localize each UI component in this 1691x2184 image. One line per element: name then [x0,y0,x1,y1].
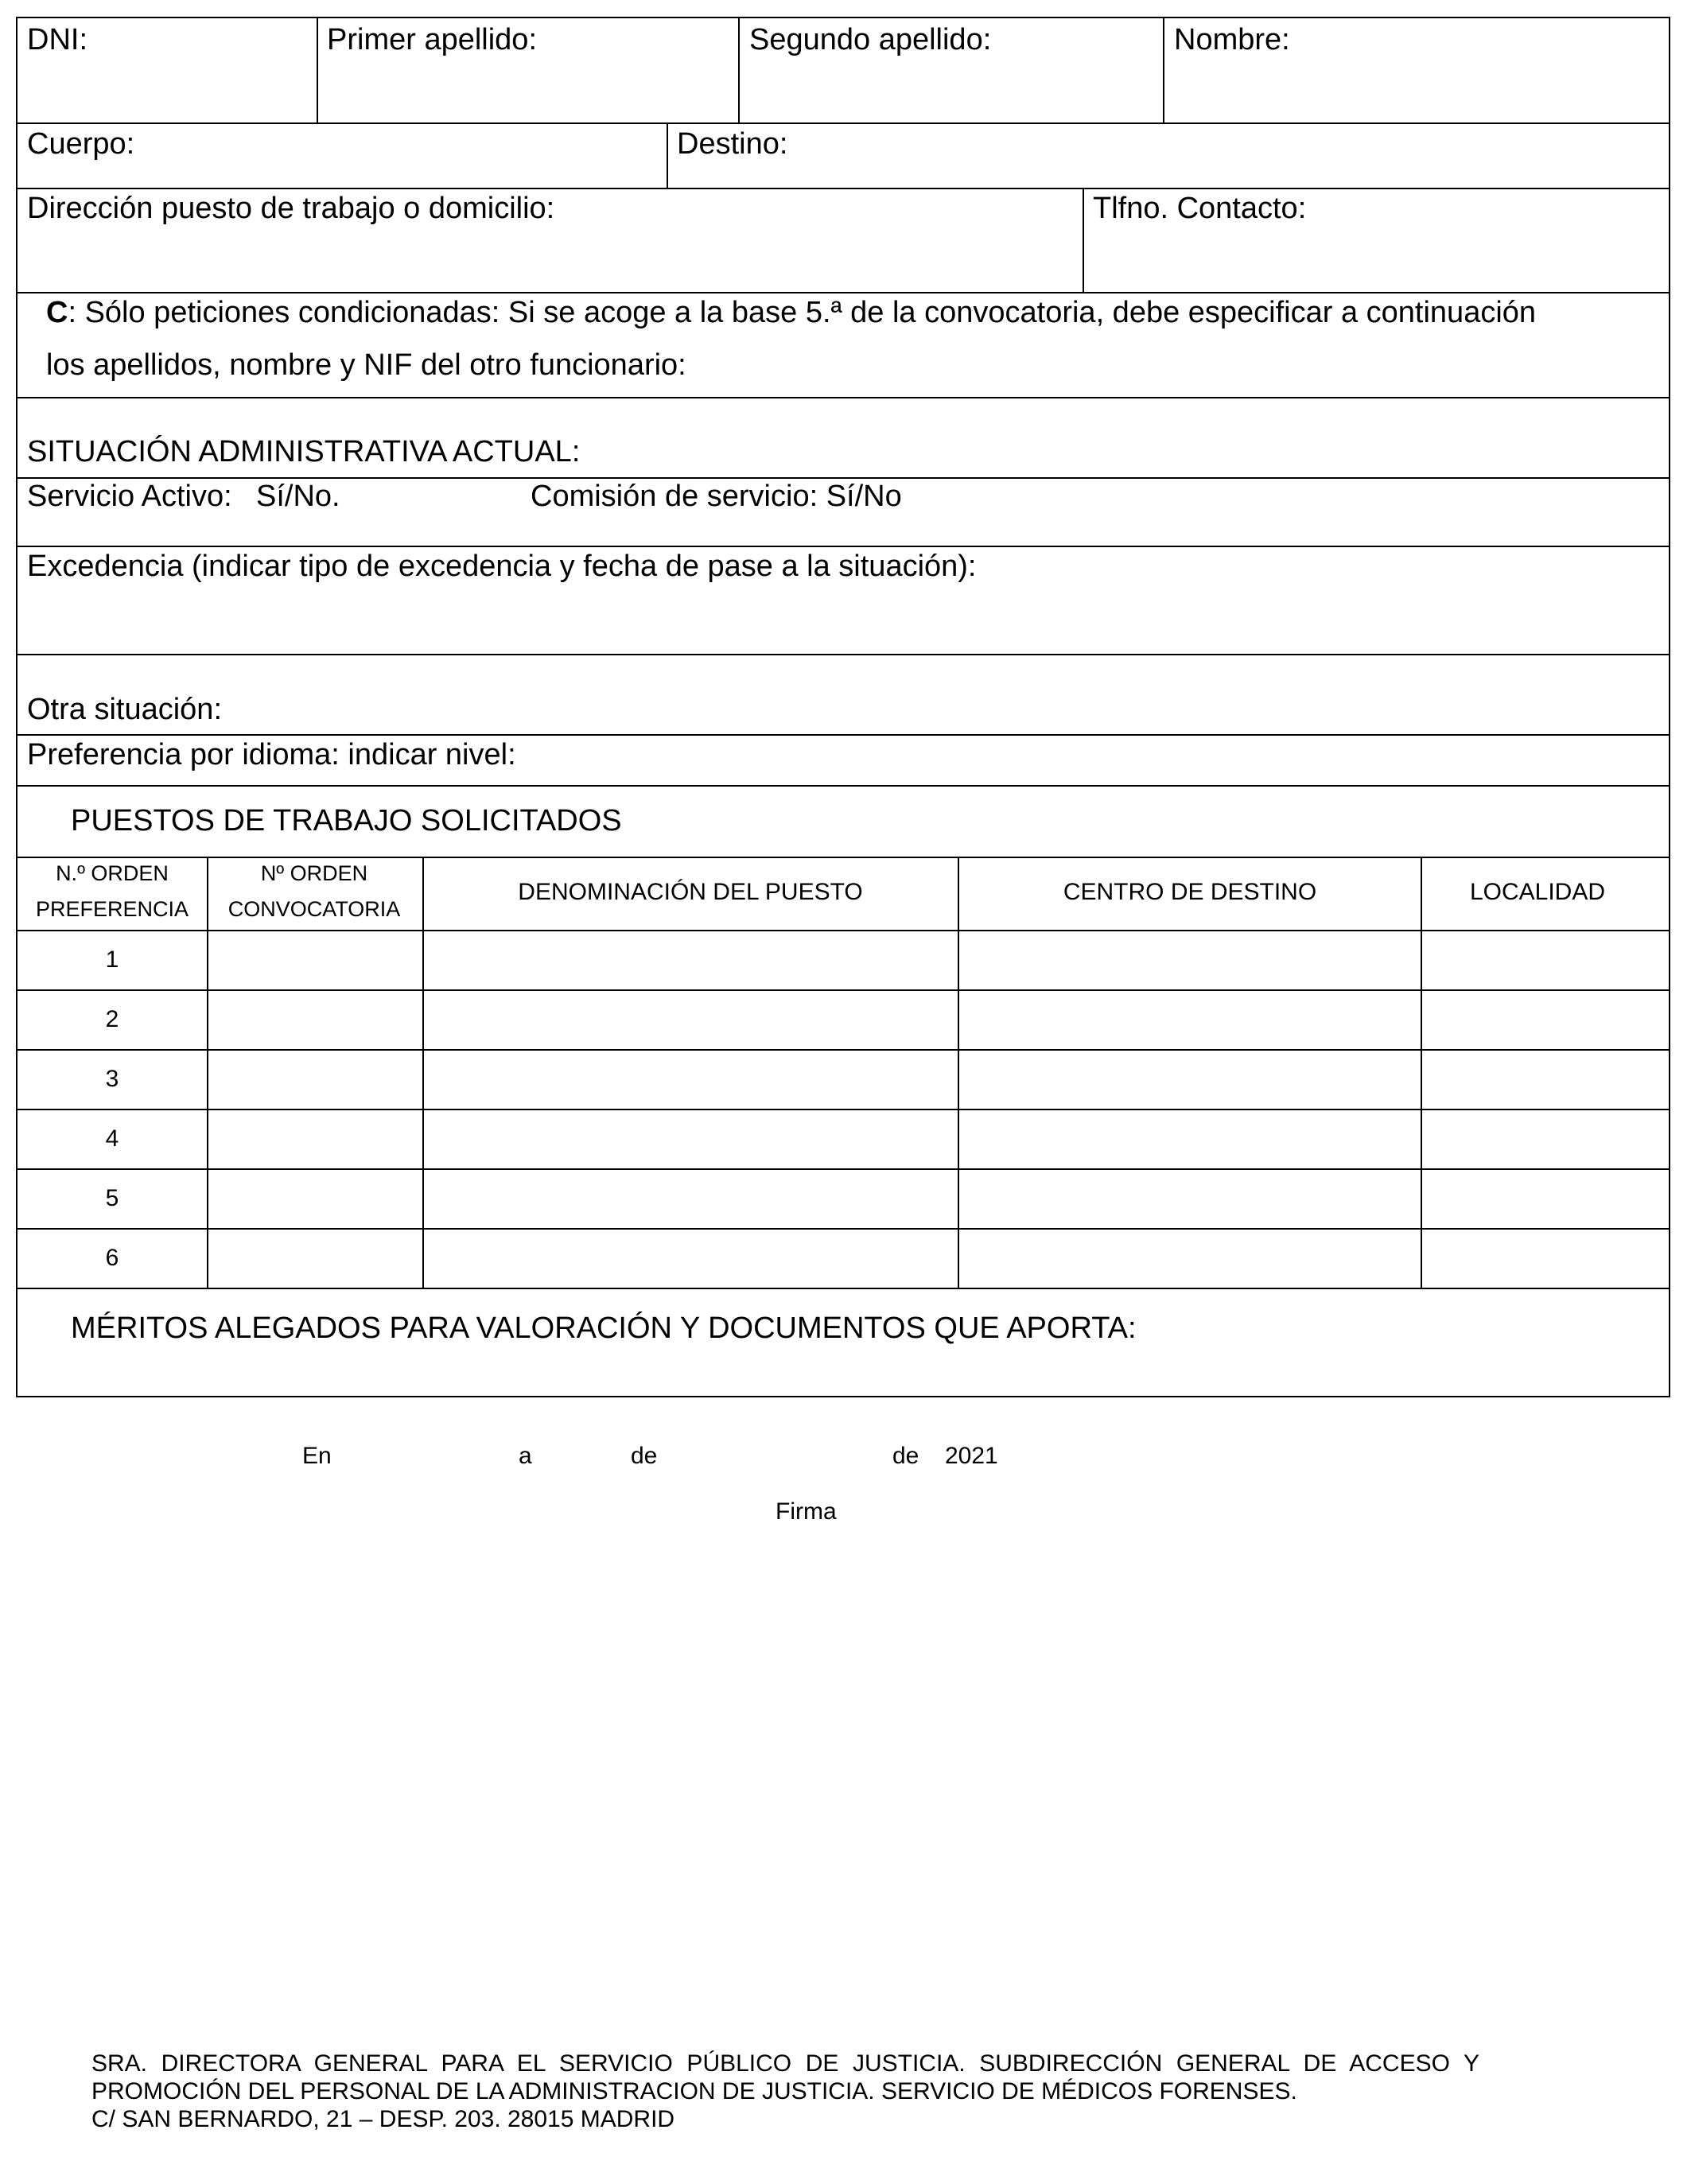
table-row-number: 2 [105,1006,119,1032]
excedencia-label: Excedencia (indicar tipo de excedencia y fecha de pase a la situación): [27,550,977,583]
firma-year: 2021 [945,1443,998,1469]
col-header-orden-convocatoria-line2: CONVOCATORIA [227,897,401,921]
col-divider [1083,188,1084,292]
row-divider [17,785,1669,787]
col-header-orden-preferencia-line1: N.º ORDEN [56,861,169,885]
nombre-label: Nombre: [1174,23,1290,56]
col-header-localidad: LOCALIDAD [1469,879,1606,905]
servicio-activo-options: Sí/No. [256,480,340,513]
dni-label: DNI: [27,23,87,56]
condicionadas-letter: C [46,296,68,329]
firma-en: En [302,1443,332,1469]
table-row-number: 1 [105,946,119,973]
table-row-number: 4 [105,1125,119,1152]
destino-label: Destino: [677,127,788,161]
col-header-orden-convocatoria-line1: Nº ORDEN [260,861,368,885]
situacion-heading: SITUACIÓN ADMINISTRATIVA ACTUAL: [27,435,581,468]
row-divider [17,546,1669,547]
table-col-divider [958,857,959,1288]
servicio-activo-label: Servicio Activo: [27,480,232,513]
condicionadas-line1 [46,297,1536,328]
firma-a: a [519,1443,532,1469]
table-col-divider [1421,857,1422,1288]
row-divider [17,477,1669,479]
firma-de-2: de [892,1443,919,1469]
primer-apellido-label: Primer apellido: [327,23,537,56]
row-divider [17,397,1669,398]
footer-line-3: C/ SAN BERNARDO, 21 – DESP. 203. 28015 MADRID [91,2106,675,2132]
col-header-orden-preferencia-line2: PREFERENCIA [35,897,189,921]
table-col-divider [207,857,208,1288]
col-divider [1163,18,1164,122]
puestos-heading: PUESTOS DE TRABAJO SOLICITADOS [71,804,622,837]
meritos-heading: MÉRITOS ALEGADOS PARA VALORACIÓN Y DOCUMENTOS QUE APORTA: [71,1312,1137,1345]
table-row-number: 6 [105,1245,119,1271]
firma-de-1: de [631,1443,658,1469]
condicionadas-text: : Sólo peticiones condicionadas: Si se acoge a la base 5.ª de la convocatoria, debe especificar a continuación [68,296,1537,329]
application-form [16,17,1670,1397]
col-header-centro: CENTRO DE DESTINO [1063,879,1317,905]
row-divider [17,188,1669,189]
segundo-apellido-label: Segundo apellido: [749,23,992,56]
row-divider [17,122,1669,124]
table-row-number: 3 [105,1066,119,1092]
col-divider [667,122,668,188]
cuerpo-label: Cuerpo: [27,127,135,161]
row-divider [17,1288,1669,1289]
comision-servicio-label: Comisión de servicio: Sí/No [531,480,902,513]
col-divider [317,18,318,122]
col-header-denominacion: DENOMINACIÓN DEL PUESTO [518,879,863,905]
row-divider [17,734,1669,736]
table-row-number: 5 [105,1185,119,1211]
row-divider [17,292,1669,293]
footer-line-1: SRA. DIRECTORA GENERAL PARA EL SERVICIO PÚBLICO DE JUSTICIA. SUBDIRECCIÓN GENERAL DE ACCESO Y [91,2050,1479,2077]
col-divider [738,18,740,122]
table-col-divider [422,857,424,1288]
row-divider [17,654,1669,655]
footer-line-2: PROMOCIÓN DEL PERSONAL DE LA ADMINISTRACION DE JUSTICIA. SERVICIO DE MÉDICOS FORENSES. [91,2078,1297,2104]
condicionadas-line2: los apellidos, nombre y NIF del otro funcionario: [46,348,686,382]
otra-situacion-label: Otra situación: [27,693,222,726]
preferencia-idioma-label: Preferencia por idioma: indicar nivel: [27,738,516,771]
direccion-label: Dirección puesto de trabajo o domicilio: [27,192,555,225]
firma-label: Firma [776,1498,837,1525]
telefono-label: Tlfno. Contacto: [1093,192,1307,225]
